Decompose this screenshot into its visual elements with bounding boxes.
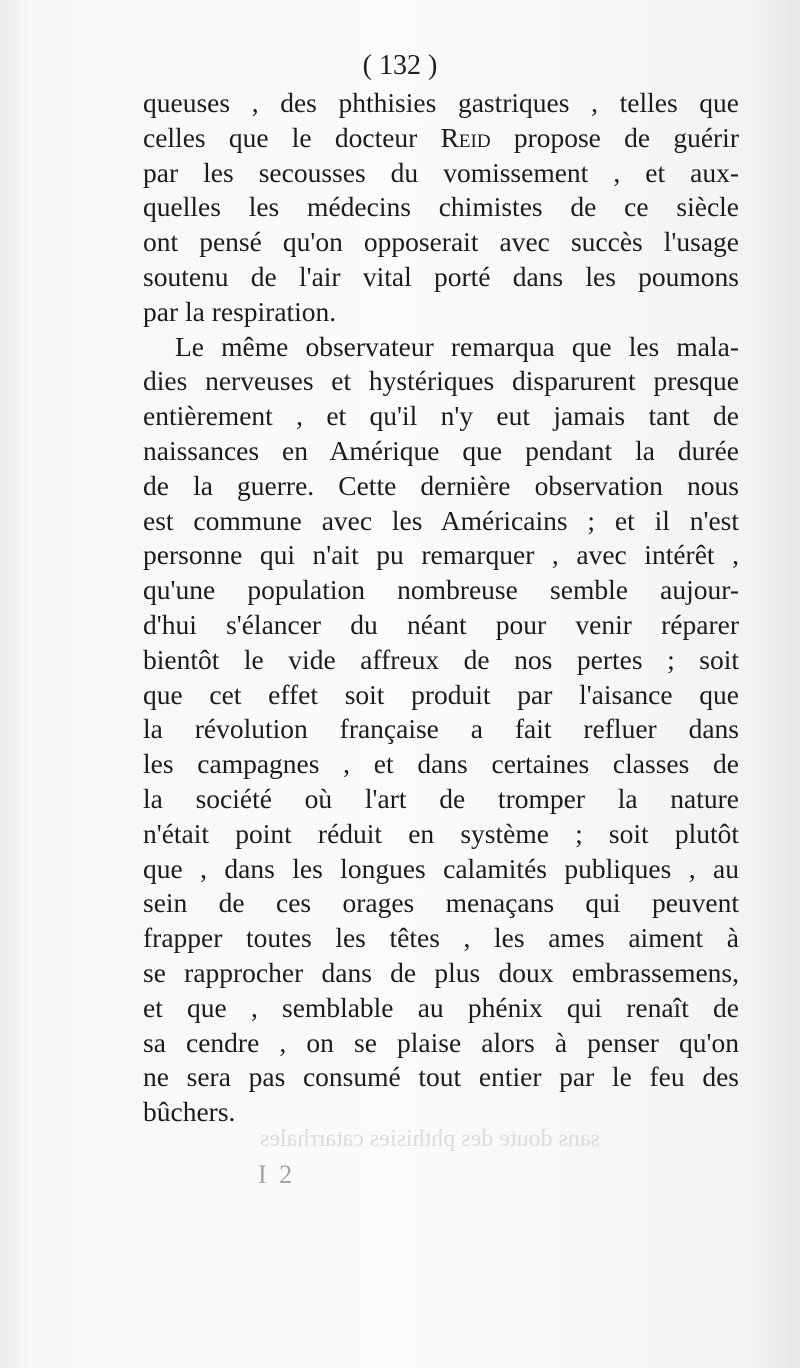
text-line: par les secousses du vomissement , et aux- <box>143 156 739 188</box>
text-line: bûchers. <box>143 1096 236 1128</box>
text-line: et que , semblable au phénix qui renaît de <box>143 991 739 1023</box>
text-line: de la guerre. Cette dernière observation nous <box>143 469 739 501</box>
text-line: dies nerveuses et hystériques disparurent presque <box>143 365 739 397</box>
bleed-through-text: sans doute des phthisies catarrhales <box>260 1126 600 1152</box>
text-line: personne qui n'ait pu remarquer , avec intérêt , <box>143 539 739 571</box>
text-line: est commune avec les Américains ; et il n'est <box>143 504 739 536</box>
signature-mark: I 2 <box>258 1160 296 1189</box>
text-line: Le même observateur remarqua que les mala- <box>175 330 739 362</box>
text-line: sein de ces orages menaçans qui peuvent <box>143 887 739 919</box>
body-text <box>143 86 739 1130</box>
text-line: queuses , des phthisies gastriques , telles que <box>143 87 739 118</box>
text-line: la société où l'art de tromper la nature <box>143 782 739 814</box>
text-line: qu'une population nombreuse semble aujour- <box>143 574 739 606</box>
small-caps-name: Reid <box>440 121 491 153</box>
text-line: la révolution française a fait refluer dans <box>143 713 739 745</box>
text-line: ont pensé qu'on opposerait avec succès l'usage <box>143 226 739 258</box>
text-line: frapper toutes les têtes , les ames aiment à <box>143 922 739 954</box>
text-line: soutenu de l'air vital porté dans les poumons <box>143 260 739 292</box>
text-line: n'était point réduit en système ; soit plutôt <box>143 817 739 849</box>
text-line: entièrement , et qu'il n'y eut jamais tant de <box>143 400 739 432</box>
text-line: bientôt le vide affreux de nos pertes ; soit <box>143 643 739 675</box>
text-line: sa cendre , on se plaise alors à penser qu'on <box>143 1026 739 1058</box>
text-line: se rapprocher dans de plus doux embrassemens, <box>143 956 739 988</box>
text-line: que cet effet soit produit par l'aisance que <box>143 678 739 710</box>
text-line: d'hui s'élancer du néant pour venir réparer <box>143 608 739 640</box>
text-line: ne sera pas consumé tout entier par le feu des <box>143 1061 739 1093</box>
text-line: naissances en Amérique que pendant la durée <box>143 434 739 466</box>
paragraph <box>143 330 739 1130</box>
text-line: les campagnes , et dans certaines classes de <box>143 748 739 780</box>
text-line: par la respiration. <box>143 295 337 327</box>
text-line: celles que le docteur Reid propose de guérir <box>143 121 739 153</box>
page-number: ( 132 ) <box>362 50 438 81</box>
paragraph <box>143 86 739 330</box>
text-line: que , dans les longues calamités publiques , au <box>143 852 739 884</box>
text-line: quelles les médecins chimistes de ce siècle <box>143 191 739 223</box>
